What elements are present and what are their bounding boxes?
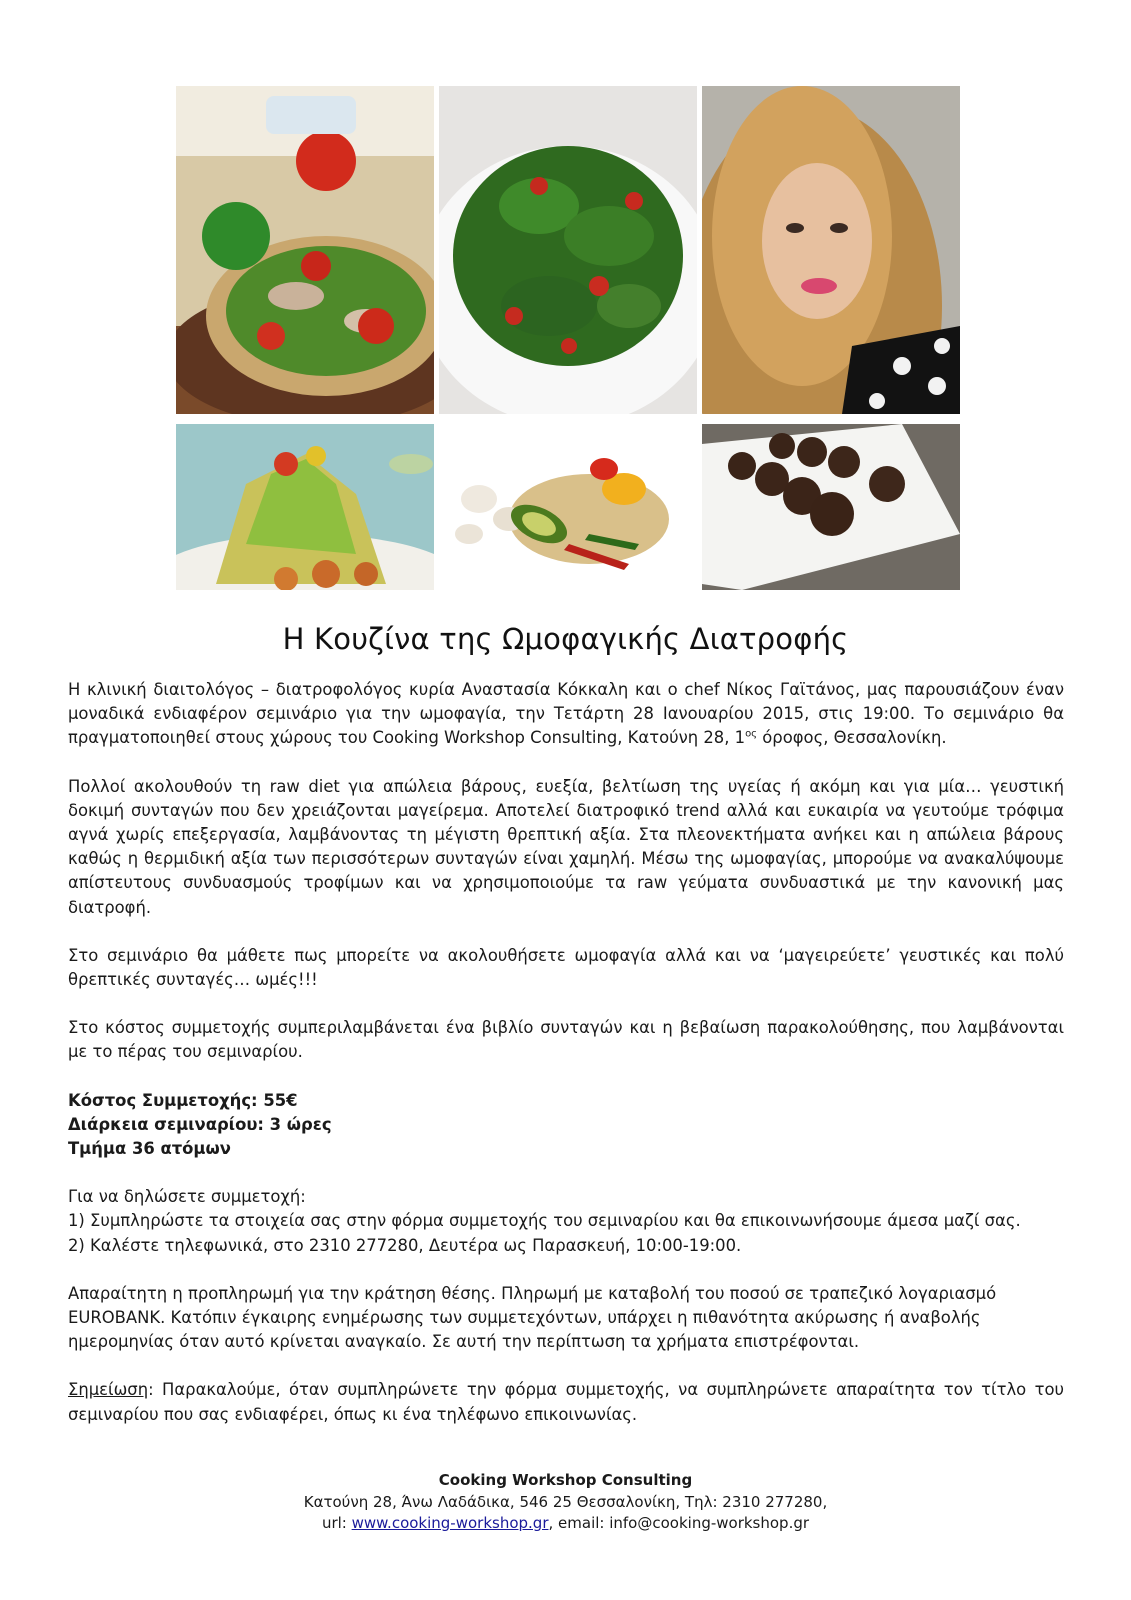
intro-paragraph: Η κλινική διαιτολόγος – διατροφολόγος κυρία Αναστασία Κόκκαλη και ο chef Νίκος Γαϊτάνος, μας παρουσιάζουν έναν μοναδικά ενδιαφέρον σεμινάριο για την ωμοφαγία, την Τετάρτη 28 Ιανουαρίου 2015, στις 19:00. Το σεμινάριο θα πραγματοποιηθεί στους χώρους του Cooking Workshop Consulting, Κατούνη 28, $1^{o\varsigma}$ όροφος, Θεσσαλονίκη.	[68, 680, 1064, 748]
cost-detail: Κόστος Συμμετοχής: 55€	[68, 1090, 298, 1110]
footer-address: Κατούνη 28, Άνω Λαδάδικα, 546 25 Θεσσαλονίκη, Τηλ: 2310 277280,	[303, 1492, 828, 1511]
footer	[0, 1470, 1131, 1535]
footer-contact: url: www.cooking-workshop.gr, email: info@cooking-workshop.gr	[321, 1514, 810, 1532]
learn-paragraph: Στο σεμινάριο θα μάθετε πως μπορείτε να ακολουθήσετε ωμοφαγία αλλά και να ‘μαγειρεύετε’ γευστικές και πολύ θρεπτικές συνταγές… ωμές!!!	[68, 945, 1064, 990]
note-label: Σημείωση	[68, 1380, 149, 1400]
cost-includes-paragraph: Στο κόστος συμμετοχής συμπεριλαμβάνεται ένα βιβλίο συνταγών και η βεβαίωση παρακολούθησης, που λαμβάνονται με το πέρας του σεμιναρίου.	[68, 1018, 1064, 1062]
registration-step-1: 1) Συμπληρώστε τα στοιχεία σας στην φόρμα συμμετοχής του σεμιναρίου και θα επικοινωνήσουμε άμεσα μαζί σας.	[68, 1211, 1021, 1231]
photo-collage	[176, 86, 960, 590]
zucchini-noodles-photo	[176, 424, 434, 590]
registration-instructions	[68, 1185, 1064, 1258]
footer-company: Cooking Workshop Consulting	[438, 1471, 693, 1489]
portrait-photo	[702, 86, 960, 414]
registration-step-2: 2) Καλέστε τηλεφωνικά, στο 2310 277280, Δευτέρα ως Παρασκευή, 10:00-19:00.	[68, 1235, 742, 1255]
page-title: Η Κουζίνα της Ωμοφαγικής Διατροφής	[282, 622, 849, 656]
duration-detail: Διάρκεια σεμιναρίου: 3 ώρες	[68, 1114, 332, 1134]
document-body	[68, 678, 1064, 1451]
payment-paragraph: Απαραίτητη η προπληρωμή για την κράτηση θέσης. Πληρωμή με καταβολή του ποσού σε τραπεζικό λογαριασμό EUROBANK. Κατόπιν έγκαιρης ενημέρωσης των συμμετεχόντων, υπάρχει η πιθανότητα ακύρωσης ή αναβολής ημερομηνίας όταν αυτό κρίνεται αναγκαίο. Σε αυτή την περίπτωση τα χρήματα επιστρέφονται.	[68, 1283, 997, 1352]
chocolate-balls-photo	[702, 424, 960, 590]
website-link[interactable]: www.cooking-workshop.gr	[351, 1514, 549, 1532]
spinach-salad-photo	[439, 86, 697, 414]
note-paragraph: Σημείωση: Παρακαλούμε, όταν συμπληρώνετε την φόρμα συμμετοχής, να συμπληρώνετε απαραίτητα τον τίτλο του σεμιναρίου που σας ενδιαφέρει, όπως κι ένα τηλέφωνο επικοινωνίας.	[68, 1380, 1064, 1424]
group-size-detail: Τμήμα 36 ατόμων	[68, 1139, 231, 1159]
seminar-details	[68, 1089, 1064, 1162]
registration-heading: Για να δηλώσετε συμμετοχή:	[68, 1187, 306, 1207]
raw-diet-paragraph: Πολλοί ακολουθούν τη raw diet για απώλεια βάρους, ευεξία, βελτίωση της υγείας ή ακόμη και για μία… γευστική δοκιμή συνταγών που δεν χρειάζονται μαγείρεμα. Αποτελεί διατροφικό trend αλλά και ευκαιρία να γευτούμε τρόφιμα αγνά χωρίς επεξεργασία, λαμβάνοντας τη μέγιστη θρεπτική αξία. Στα πλεονεκτήματα ανήκει και η απώλεια βάρους καθώς η θερμιδική αξία των περισσότερων συνταγών είναι χαμηλή. Μέσω της ωμοφαγίας, μπορούμε να ανακαλύψουμε απίστευτους συνδυασμούς τροφίμων και να χρησιμοποιούμε τα raw γεύματα συνδυαστικά με την κανονική μας διατροφή.	[68, 776, 1064, 917]
raw-pizza-photo	[176, 86, 434, 414]
vegetables-photo	[439, 424, 697, 590]
